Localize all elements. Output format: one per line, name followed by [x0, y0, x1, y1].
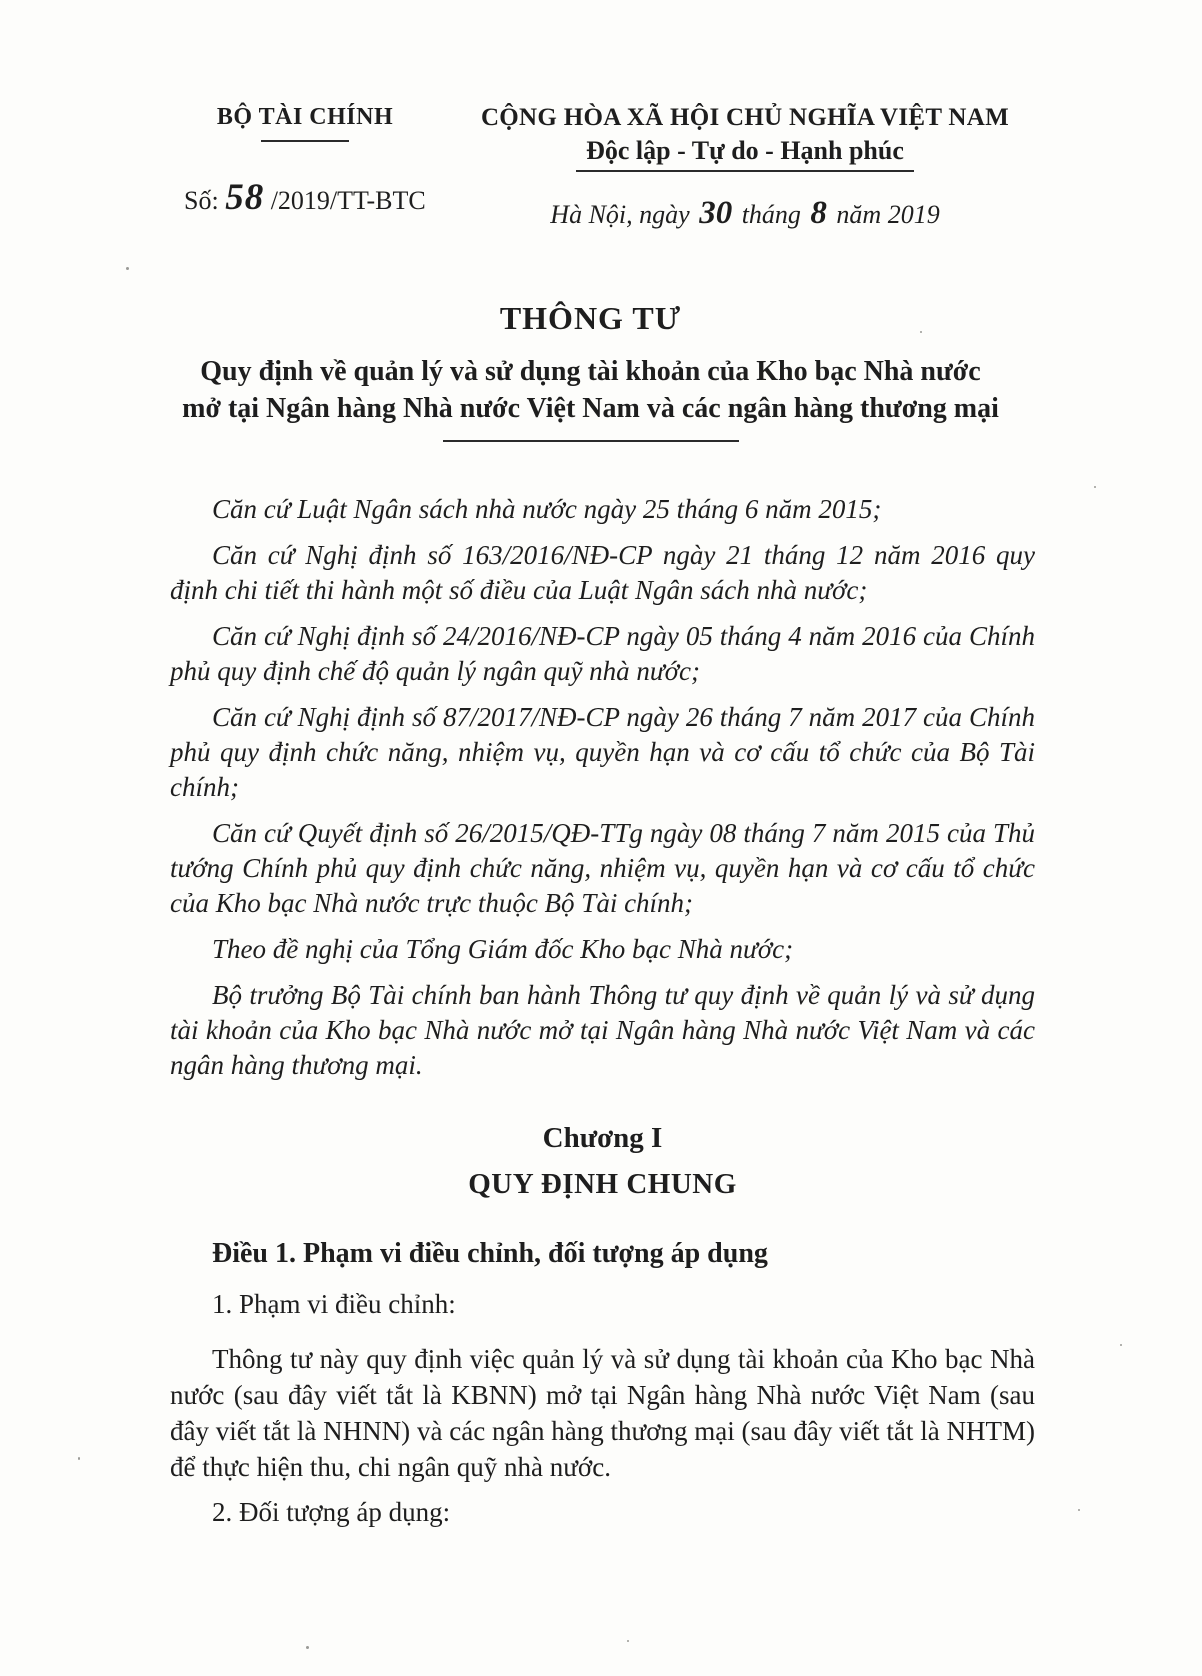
- preamble-paragraph: Theo đề nghị của Tổng Giám đốc Kho bạc Nhà nước;: [212, 934, 794, 964]
- document-title-block: [158, 300, 1023, 442]
- preamble-paragraph: Căn cứ Nghị định số 163/2016/NĐ-CP ngày 21 tháng 12 năm 2016 quy định chi tiết thi hành một số điều của Luật Ngân sách nhà nước;: [170, 540, 1035, 605]
- preamble-paragraph: Căn cứ Nghị định số 24/2016/NĐ-CP ngày 05 tháng 4 năm 2016 của Chính phủ quy định chế độ quản lý ngân quỹ nhà nước;: [170, 621, 1035, 686]
- issuing-agency-name: BỘ TÀI CHÍNH: [216, 104, 394, 130]
- article-1-section: [170, 1238, 1035, 1528]
- scan-speck: [1078, 1509, 1080, 1511]
- preamble-section: [170, 492, 1035, 1094]
- scan-speck: [920, 331, 922, 333]
- country-title: CỘNG HÒA XÃ HỘI CHỦ NGHĨA VIỆT NAM: [480, 104, 1010, 131]
- date-prefix: Hà Nội, ngày: [550, 200, 690, 229]
- scan-speck: [1120, 1344, 1122, 1346]
- scan-speck: [306, 1646, 309, 1649]
- scan-speck: [126, 267, 129, 270]
- preamble-paragraph: Căn cứ Luật Ngân sách nhà nước ngày 25 tháng 6 năm 2015;: [212, 494, 882, 524]
- chapter-heading-block: [170, 1122, 1035, 1201]
- document-type: THÔNG TƯ: [499, 300, 682, 336]
- date-suffix: năm 2019: [836, 200, 940, 229]
- document-number-handwritten: 58: [225, 177, 265, 218]
- chapter-number: Chương I: [542, 1122, 663, 1154]
- preamble-paragraph: Bộ trưởng Bộ Tài chính ban hành Thông tư quy định về quản lý và sử dụng tài khoản của Kho bạc Nhà nước mở tại Ngân hàng Nhà nước Việt Nam và các ngân hàng thương mại.: [170, 980, 1035, 1080]
- national-motto: Độc lập - Tự do - Hạnh phúc: [576, 136, 914, 172]
- scan-speck: [78, 1457, 80, 1460]
- clause-2-label: 2. Đối tượng áp dụng:: [212, 1497, 451, 1527]
- document-title-line2: mở tại Ngân hàng Nhà nước Việt Nam và các ngân hàng thương mại: [182, 393, 999, 424]
- document-number-label: Số:: [184, 186, 219, 215]
- document-number: [180, 177, 430, 218]
- document-number-rest: /2019/TT-BTC: [270, 186, 426, 215]
- date-day-handwritten: 30: [699, 195, 733, 231]
- date-mid: tháng: [741, 200, 801, 229]
- date-month-handwritten: 8: [810, 195, 827, 231]
- title-underline: [443, 440, 739, 442]
- chapter-title: QUY ĐỊNH CHUNG: [468, 1168, 737, 1200]
- place-date-line: [460, 195, 1030, 231]
- document-title: [158, 353, 1023, 427]
- article-heading: Điều 1. Phạm vi điều chỉnh, đối tượng áp dụng: [212, 1238, 768, 1269]
- clause-1-label: 1. Phạm vi điều chỉnh:: [212, 1289, 456, 1319]
- scan-speck: [627, 1640, 629, 1642]
- agency-underline: [261, 140, 349, 142]
- scan-speck: [1094, 486, 1096, 488]
- preamble-paragraph: Căn cứ Nghị định số 87/2017/NĐ-CP ngày 26 tháng 7 năm 2017 của Chính phủ quy định chức năng, nhiệm vụ, quyền hạn và cơ cấu tổ chức của Bộ Tài chính;: [170, 702, 1035, 802]
- preamble-paragraph: Căn cứ Quyết định số 26/2015/QĐ-TTg ngày 08 tháng 7 năm 2015 của Thủ tướng Chính phủ quy định chức năng, nhiệm vụ, quyền hạn và cơ cấu tổ chức của Kho bạc Nhà nước trực thuộc Bộ Tài chính;: [170, 818, 1035, 918]
- national-header-block: [460, 104, 1030, 230]
- issuing-agency-block: [180, 104, 430, 216]
- document-title-line1: Quy định về quản lý và sử dụng tài khoản của Kho bạc Nhà nước: [200, 356, 981, 387]
- clause-1-body: Thông tư này quy định việc quản lý và sử dụng tài khoản của Kho bạc Nhà nước (sau đây viết tắt là KBNN) mở tại Ngân hàng Nhà nước Việt Nam (sau đây viết tắt là NHNN) và các ngân hàng thương mại (sau đây viết tắt là NHTM) để thực hiện thu, chi ngân quỹ nhà nước.: [170, 1344, 1035, 1482]
